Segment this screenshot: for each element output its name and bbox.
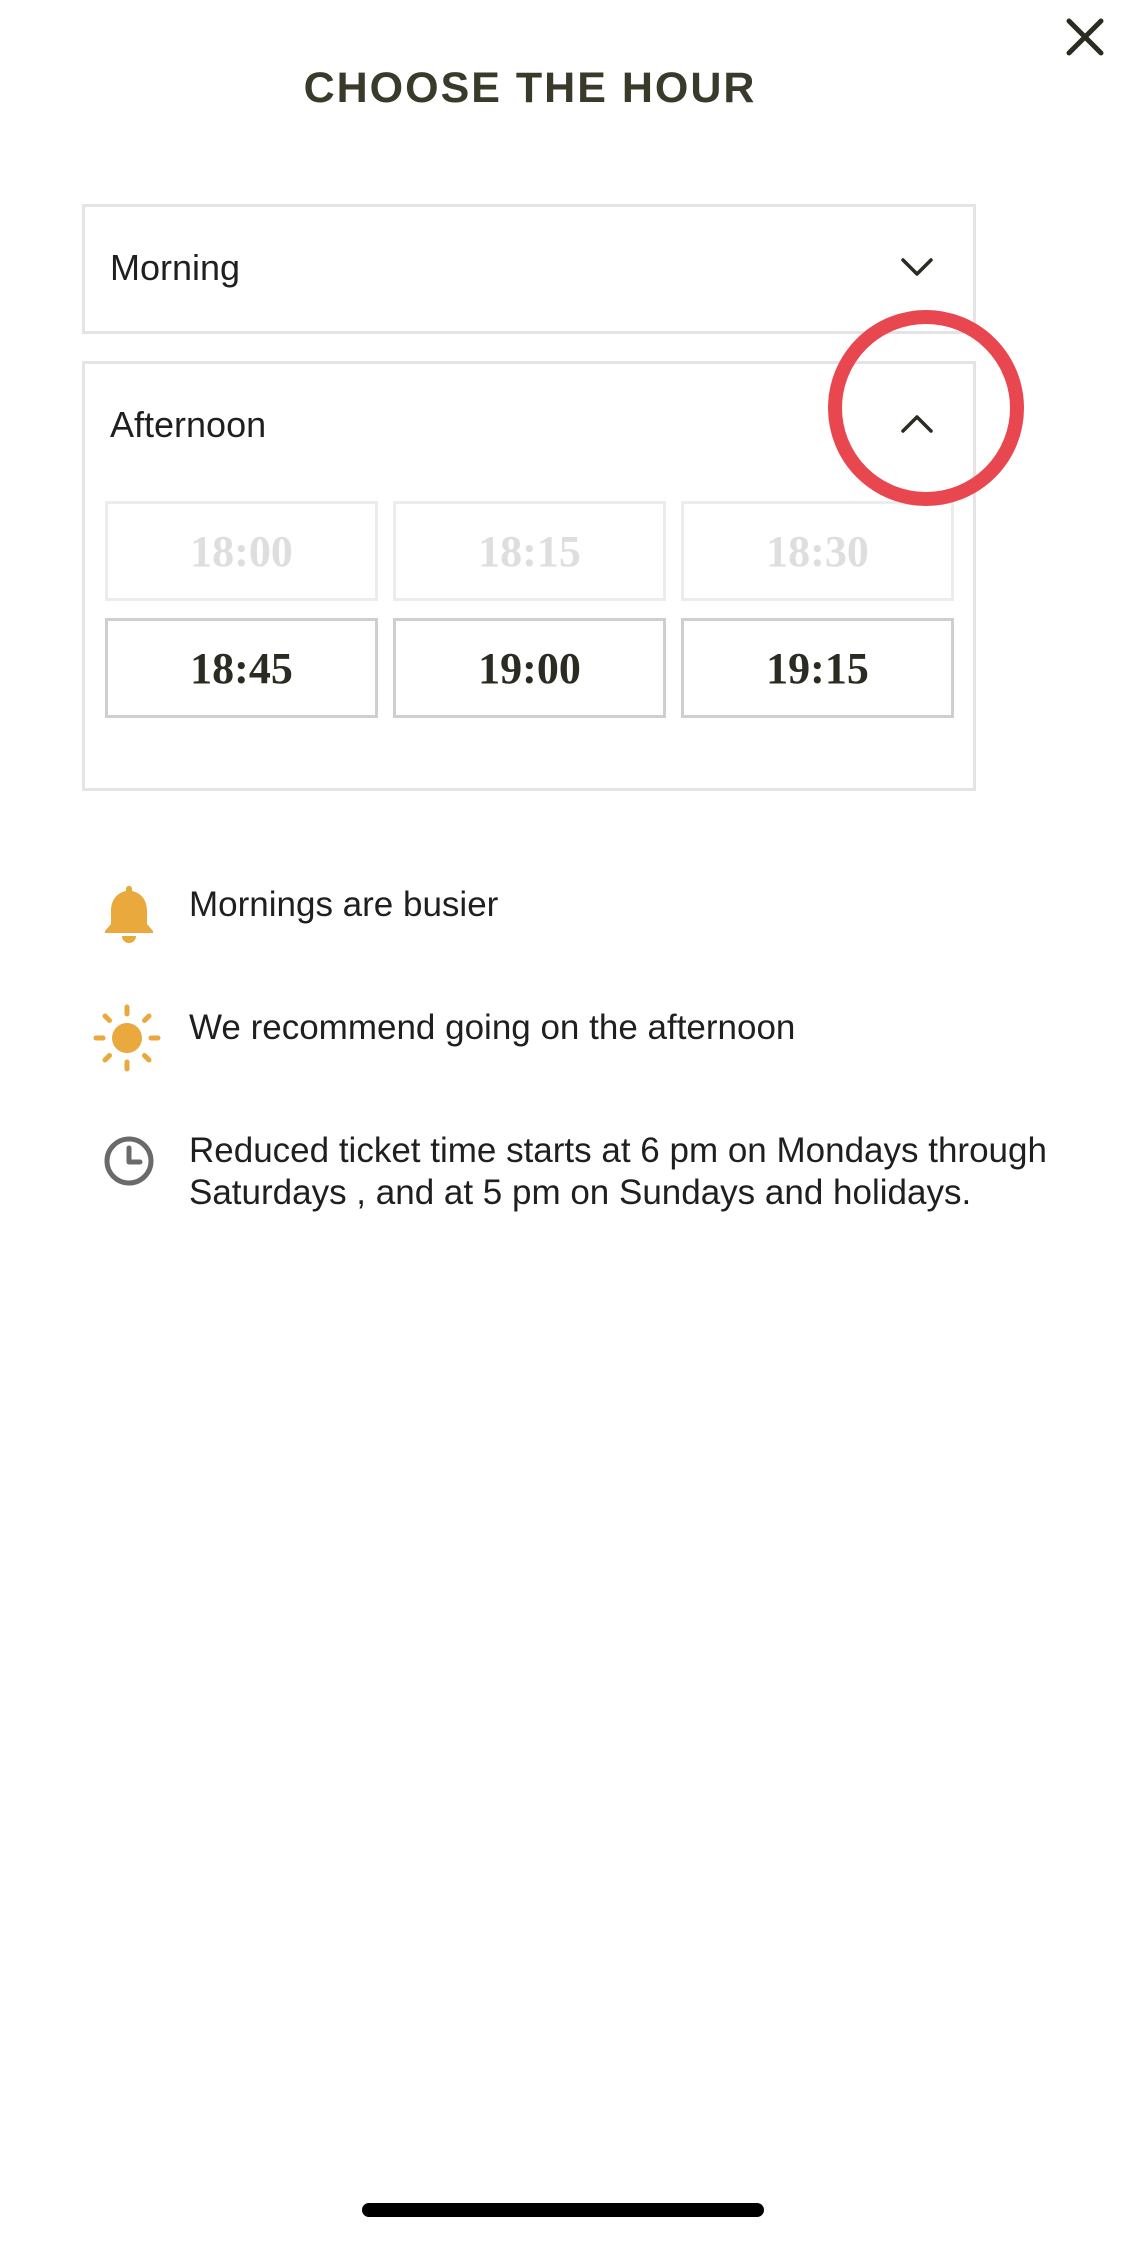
clock-icon	[94, 1126, 164, 1196]
time-slot[interactable]: 18:45	[105, 618, 378, 718]
chevron-up-icon[interactable]	[897, 404, 937, 444]
home-indicator	[362, 2203, 764, 2217]
close-icon	[1065, 17, 1105, 57]
sun-icon	[92, 1003, 162, 1073]
bell-icon	[94, 880, 164, 950]
time-slot: 18:15	[393, 501, 666, 601]
time-slot: 18:30	[681, 501, 954, 601]
chevron-down-icon[interactable]	[897, 247, 937, 287]
close-button[interactable]	[1060, 12, 1110, 62]
accordion-afternoon-header[interactable]	[85, 364, 973, 494]
info-text: Mornings are busier	[189, 885, 499, 924]
info-text: Reduced ticket time starts at 6 pm on Mondays through Saturdays , and at 5 pm on Sundays and holidays.	[189, 1131, 1047, 1212]
page-title: CHOOSE THE HOUR	[303, 64, 757, 112]
accordion-morning	[82, 204, 976, 334]
info-text: We recommend going on the afternoon	[189, 1008, 796, 1047]
accordion-morning-label: Morning	[110, 247, 241, 288]
accordion-morning-header[interactable]	[85, 207, 973, 331]
accordion-afternoon-label: Afternoon	[110, 404, 267, 445]
time-slot[interactable]: 19:00	[393, 618, 666, 718]
time-slot: 18:00	[105, 501, 378, 601]
time-slot[interactable]: 19:15	[681, 618, 954, 718]
accordion-afternoon	[82, 361, 976, 791]
